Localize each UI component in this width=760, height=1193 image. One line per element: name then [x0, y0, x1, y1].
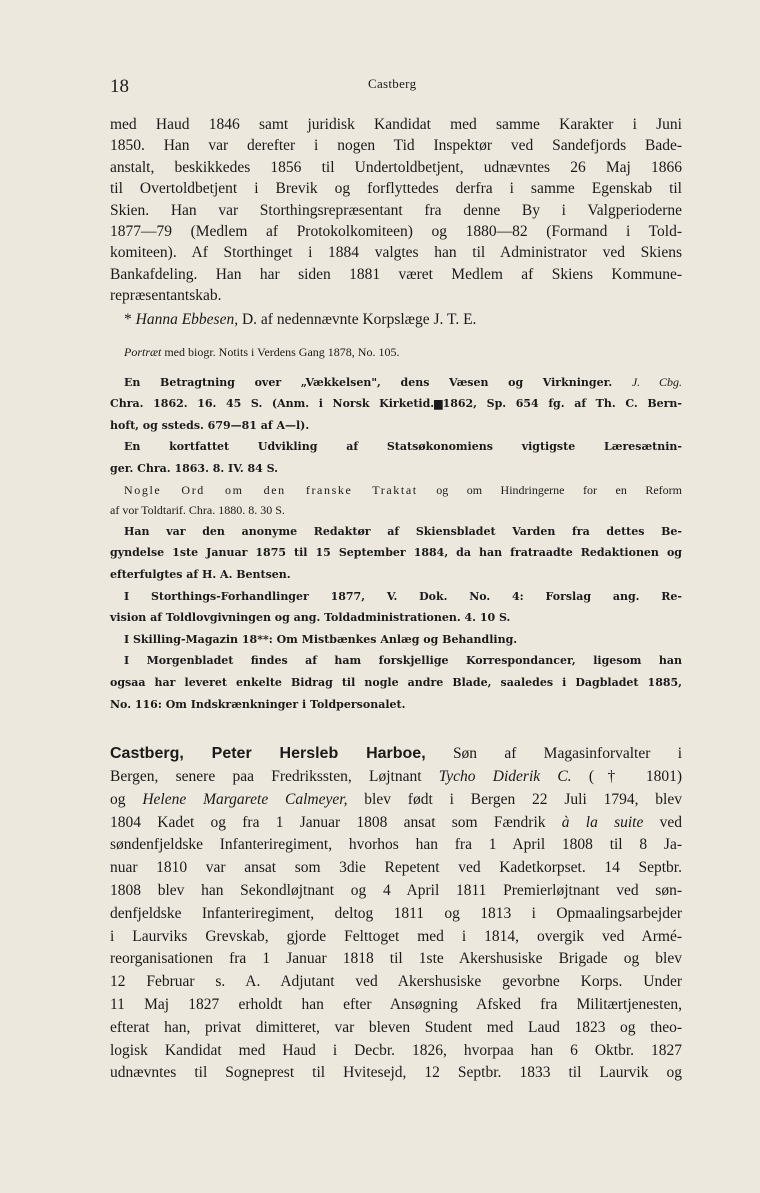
- text-line: 1808 blev han Sekondløjtnant og 4 April 1811 Premierløjtnant ved søn-: [110, 881, 682, 899]
- text-line: komiteen). Af Storthinget i 1884 valgtes han til Administrator ved Skiens: [110, 244, 682, 262]
- text-line: til Overtoldbetjent i Brevik og forflyttedes derfra i samme Egenskab til: [110, 180, 682, 198]
- bib-line: gyndelse 1ste Januar 1875 til 15 September 1884, da han fratraadte Redaktionen og: [110, 546, 682, 560]
- text-line: Bankafdeling. Han har siden 1881 været Medlem af Skiens Kommune-: [110, 265, 682, 283]
- portrait-note: [110, 342, 682, 362]
- text-line: udnævntes til Sogneprest til Hvitesejd, 12 Septbr. 1833 til Laurvik og: [110, 1064, 682, 1082]
- biography-paragraph-1: [110, 114, 682, 307]
- text-line: efterat han, privat dimitteret, var bleven Student med Laud 1823 og theo-: [110, 1018, 682, 1036]
- text-line: reorganisationen fra 1 Januar 1818 til 1ste Akershusiske Brigade og blev: [110, 950, 682, 968]
- text-line: 1877—79 (Medlem af Protokolkomiteen) og 1880—82 (Formand i Told-: [110, 223, 682, 241]
- text-line: med Haud 1846 samt juridisk Kandidat med samme Karakter i Juni: [110, 116, 682, 133]
- text-line: nuar 1810 var ansat som 3die Repetent ved Kadetkorpset. 14 Septbr.: [110, 859, 682, 877]
- bib-line: Nogle Ord om den franske Traktat og om Hindringerne for en Reform: [124, 482, 682, 497]
- spouse-rest: D. af nedennævnte Korpslæge J. T. E.: [238, 310, 477, 328]
- bib-line: Han var den anonyme Redaktør af Skiensbladet Varden fra dettes Be-: [124, 524, 682, 538]
- bib-line: En kortfattet Udvikling af Statsøkonomiens vigtigste Læresætnin-: [124, 440, 682, 454]
- text-line: i Laurviks Grevskab, gjorde Felttoget med i 1814, overgik ved Armé-: [110, 927, 682, 945]
- text-line: Bergen, senere paa Fredrikssten, Løjtnant Tycho Diderik C. († 1801): [110, 767, 683, 785]
- portrait-rest: med biogr. Notits i Verdens Gang 1878, No. 105.: [161, 344, 400, 359]
- text-line: og Helene Margarete Calmeyer, blev født i Bergen 22 Juli 1794, blev: [110, 790, 682, 808]
- text-line: repræsentantskab.: [110, 287, 222, 305]
- bib-line: af vor Toldtarif. Chra. 1880. 8. 30 S.: [110, 503, 285, 518]
- bib-line: ger. Chra. 1863. 8. IV. 84 S.: [110, 462, 278, 476]
- bib-line: I Skilling-Magazin 18**: Om Mistbænkes Anlæg og Behandling.: [124, 632, 518, 646]
- text-line: anstalt, beskikkedes 1856 til Undertoldbetjent, udnævntes 26 Maj 1866: [110, 158, 682, 176]
- biography-paragraph-2: [110, 743, 682, 1085]
- bib-line: ogsaa har leveret enkelte Bidrag til nogle andre Blade, saaledes i Dagbladet 1885,: [110, 675, 682, 689]
- page-number: 18: [110, 76, 129, 97]
- text-line: 11 Maj 1827 erholdt han efter Ansøgning Afsked fra Militærtjenesten,: [110, 995, 682, 1013]
- spouse-line: [110, 308, 682, 332]
- bibliography: [110, 372, 682, 716]
- text-line: 1850. Han var derefter i nogen Tid Inspektør ved Sandefjords Bade-: [110, 137, 682, 155]
- text-line: denfjeldske Infanteriregiment, deltog 1811 og 1813 i Opmaalingsarbejder: [110, 904, 682, 922]
- text-line: logisk Kandidat med Haud i Decbr. 1826, hvorpaa han 6 Oktbr. 1827: [110, 1041, 682, 1059]
- bib-line: vision af Toldlovgivningen og ang. Toldadministrationen. 4. 10 S.: [110, 611, 511, 625]
- bib-line: hoft, og ssteds. 679—81 af A—l).: [110, 418, 310, 432]
- portrait-label: Portræt: [124, 344, 162, 359]
- entry-heading-line: Castberg, Peter Hersleb Harboe, Søn af Magasinforvalter i: [110, 745, 682, 763]
- bib-line: efterfulgtes af H. A. Bentsen.: [110, 568, 291, 581]
- running-head: Castberg: [368, 76, 417, 91]
- bib-line: Chra. 1862. 16. 45 S. (Anm. i Norsk Kirketid.▆1862, Sp. 654 fg. af Th. C. Bern-: [110, 397, 682, 411]
- bib-line: En Betragtning over „Vækkelsen", dens Væsen og Virkninger. J. Cbg.: [124, 374, 682, 389]
- spouse-name: Hanna Ebbesen,: [135, 310, 239, 328]
- text-line: Skien. Han var Storthingsrepræsentant fra denne By i Valgperioderne: [110, 201, 682, 219]
- entry-heading: Castberg, Peter Hersleb Harboe,: [110, 745, 426, 763]
- bib-line: I Storthings-Forhandlinger 1877, V. Dok. No. 4: Forslag ang. Re-: [124, 589, 682, 603]
- text-line: søndenfjeldske Infanteriregiment, hvorhos han fra 1 April 1808 til 8 Ja-: [110, 836, 682, 854]
- bib-line: No. 116: Om Indskrænkninger i Toldpersonalet.: [110, 697, 406, 711]
- bib-line: I Morgenbladet findes af ham forskjellige Korrespondancer, ligesom han: [124, 654, 682, 668]
- page-body: [110, 114, 682, 1085]
- text-line: 12 Februar s. A. Adjutant ved Akershusiske gevorbne Korps. Under: [110, 973, 682, 991]
- star-marker: *: [124, 310, 136, 328]
- text-line: 1804 Kadet og fra 1 Januar 1808 ansat som Fændrik à la suite ved: [110, 813, 683, 831]
